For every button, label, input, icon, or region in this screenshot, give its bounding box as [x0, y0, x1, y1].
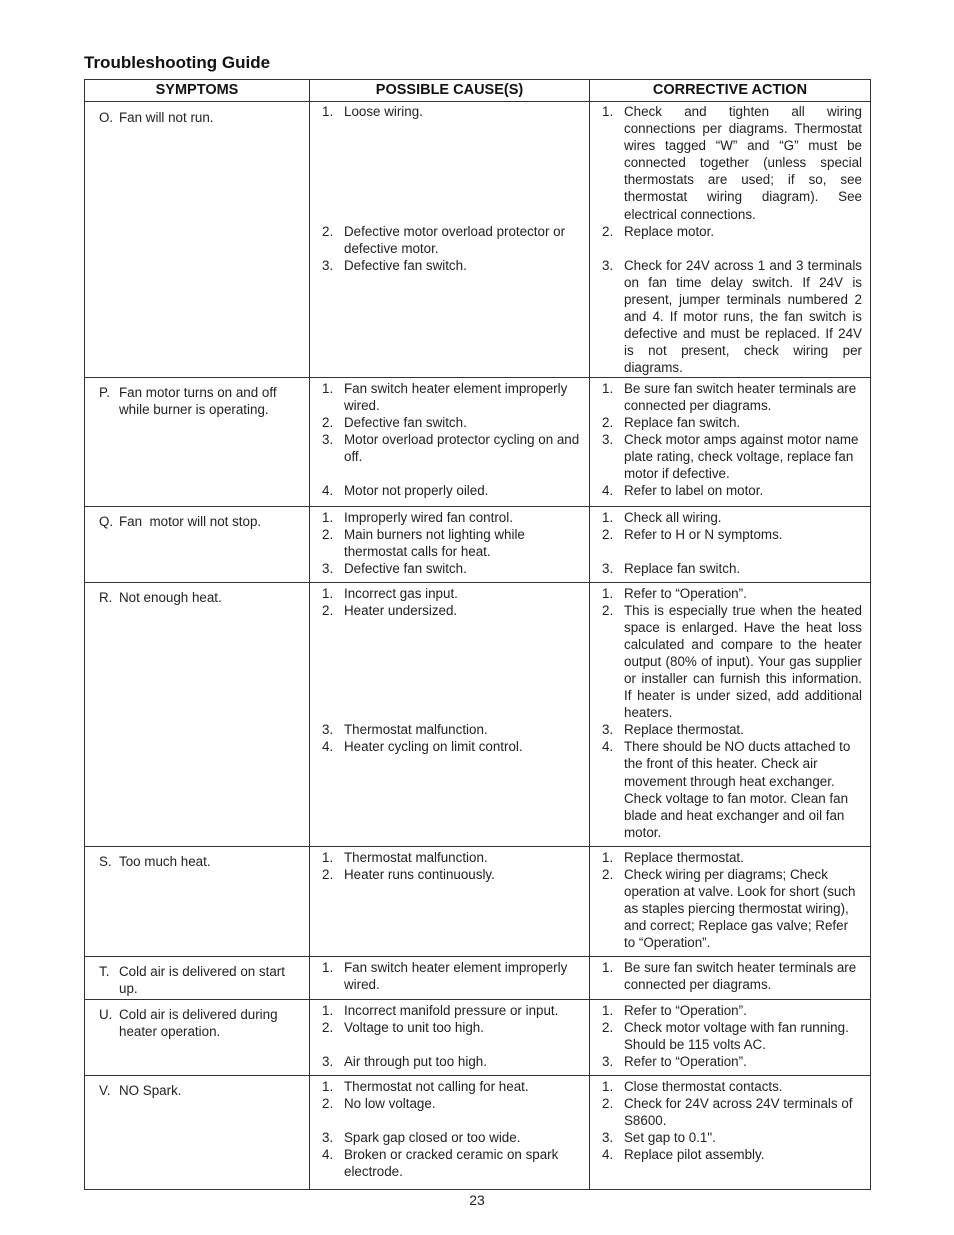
symptom-text: Not enough heat.	[119, 589, 222, 605]
symptom-cell	[85, 846, 310, 956]
list-item: 2. Check motor voltage with fan running. Should be 115 volts AC.	[602, 1019, 849, 1052]
list-item: 1. Check and tighten all wiring connections per diagrams. Thermostat wires tagged “W” and “G” must be connected together (unless special thermostats are used; if so, see thermostat wiring diagram). See electrical connections.	[602, 104, 862, 222]
list-item: 3. Refer to “Operation”.	[602, 1053, 747, 1069]
list-item: 3. Motor overload protector cycling on and off.	[322, 431, 580, 464]
symptom-text: Fan motor turns on and off while burner is operating.	[119, 384, 277, 417]
list-item: 1. Thermostat not calling for heat.	[322, 1078, 529, 1094]
list-item: 4. Heater cycling on limit control.	[322, 739, 523, 755]
list-item: 1. Fan switch heater element improperly wired.	[322, 959, 568, 992]
page-number: 23	[469, 1192, 485, 1208]
list-item: 1. Improperly wired fan control.	[322, 509, 513, 525]
symptom-letter: Q.	[99, 513, 114, 529]
symptom-cell	[85, 582, 310, 846]
cause-cell	[310, 582, 590, 846]
list-item: 3. Replace fan switch.	[602, 560, 741, 576]
list-item: 2. Defective fan switch.	[322, 414, 467, 430]
header-possible-causes: POSSIBLE CAUSE(S)	[310, 80, 590, 102]
list-item: 3. Air through put too high.	[322, 1053, 487, 1069]
symptom-text: Cold air is delivered during heater operation.	[119, 1006, 278, 1039]
cause-cell	[310, 956, 590, 999]
page-title: Troubleshooting Guide	[84, 53, 271, 72]
action-cell	[590, 846, 871, 956]
list-item: 1. Loose wiring.	[322, 104, 423, 119]
list-item: 2. Refer to H or N symptoms.	[602, 526, 783, 542]
symptom-text: Fan motor will not stop.	[119, 513, 262, 529]
list-item: 4. Broken or cracked ceramic on spark electrode.	[322, 1146, 559, 1179]
list-item: 3. Set gap to 0.1".	[602, 1129, 716, 1145]
table-row	[85, 999, 871, 1075]
list-item: 2. Check for 24V across 24V terminals of S8600.	[602, 1095, 853, 1128]
list-item: 4. Motor not properly oiled.	[322, 483, 489, 499]
list-item: 1. Incorrect gas input.	[322, 585, 458, 601]
list-item: 1. Be sure fan switch heater terminals are connected per diagrams.	[602, 380, 857, 413]
list-item: 3. Thermostat malfunction.	[322, 722, 488, 738]
list-item: 3. Defective fan switch.	[322, 257, 467, 273]
list-item: 1. Replace thermostat.	[602, 849, 744, 865]
symptom-text: Too much heat.	[119, 853, 211, 869]
list-item: 1. Close thermostat contacts.	[602, 1078, 783, 1094]
table-row	[85, 582, 871, 846]
list-item: 2. This is especially true when the heated space is enlarged. Have the heat loss calculated and compare to the heater output (80% of input). Your gas supplier or installer can furnish this information. If heater is under sized, add additional heaters.	[602, 602, 862, 721]
list-item: 3. Check motor amps against motor name plate rating, check voltage, replace fan motor if defective.	[602, 431, 859, 481]
symptom-cell	[85, 999, 310, 1075]
action-cell	[590, 377, 871, 506]
list-item: 2. Heater runs continuously.	[322, 866, 495, 882]
troubleshooting-table	[84, 79, 871, 1190]
table-header-row	[85, 80, 871, 102]
symptom-letter: S.	[99, 853, 112, 869]
symptom-cell	[85, 102, 310, 378]
list-item: 2. Replace motor.	[602, 223, 715, 239]
list-item: 1. Refer to “Operation”.	[602, 585, 747, 601]
cause-cell	[310, 1075, 590, 1189]
action-cell	[590, 582, 871, 846]
list-item: 3. Defective fan switch.	[322, 560, 467, 576]
symptom-letter: V.	[99, 1082, 111, 1098]
list-item: 3. Replace thermostat.	[602, 722, 744, 738]
symptom-letter: R.	[99, 589, 113, 605]
table-row	[85, 102, 871, 378]
table-row	[85, 846, 871, 956]
list-item: 1. Refer to “Operation”.	[602, 1002, 747, 1018]
symptom-letter: O.	[99, 110, 114, 125]
list-item: 2. Check wiring per diagrams; Check operation at valve. Look for short (such as staples piercing thermostat wiring), and correct; Replace gas valve; Refer to “Operation”.	[602, 866, 856, 950]
list-item: 2. Replace fan switch.	[602, 414, 741, 430]
table-row	[85, 1075, 871, 1189]
symptom-text: Fan will not run.	[119, 110, 214, 125]
table-row	[85, 956, 871, 999]
list-item: 1. Fan switch heater element improperly wired.	[322, 380, 568, 413]
cause-cell	[310, 377, 590, 506]
symptom-cell	[85, 1075, 310, 1189]
list-item: 1. Be sure fan switch heater terminals are connected per diagrams.	[602, 959, 857, 992]
cause-cell	[310, 999, 590, 1075]
header-symptoms: SYMPTOMS	[85, 80, 310, 102]
symptom-letter: T.	[99, 963, 110, 979]
action-cell	[590, 956, 871, 999]
header-corrective-action: CORRECTIVE ACTION	[590, 80, 871, 102]
list-item: 2. Defective motor overload protector or defective motor.	[322, 223, 566, 256]
list-item: 1. Check all wiring.	[602, 509, 722, 525]
symptom-cell	[85, 377, 310, 506]
table-row	[85, 377, 871, 506]
list-item: 4. There should be NO ducts attached to the front of this heater. Check air movement through heat exchanger. Check voltage to fan motor. Clean fan blade and heat exchanger and oil fan motor.	[602, 739, 851, 840]
cause-cell	[310, 506, 590, 582]
list-item: 4. Refer to label on motor.	[602, 483, 764, 499]
list-item: 4. Replace pilot assembly.	[602, 1146, 765, 1162]
symptom-cell	[85, 506, 310, 582]
symptom-letter: P.	[99, 384, 110, 400]
action-cell	[590, 999, 871, 1075]
table-row	[85, 506, 871, 582]
action-cell	[590, 1075, 871, 1189]
list-item: 3. Spark gap closed or too wide.	[322, 1129, 521, 1145]
cause-cell	[310, 102, 590, 378]
list-item: 2. Main burners not lighting while thermostat calls for heat.	[322, 526, 525, 559]
action-cell	[590, 506, 871, 582]
symptom-letter: U.	[99, 1006, 113, 1022]
list-item: 2. Heater undersized.	[322, 602, 458, 618]
symptom-text: Cold air is delivered on start up.	[119, 963, 285, 996]
action-cell	[590, 102, 871, 378]
symptom-cell	[85, 956, 310, 999]
symptom-text: NO Spark.	[119, 1082, 182, 1098]
list-item: 1. Thermostat malfunction.	[322, 849, 488, 865]
list-item: 2. Voltage to unit too high.	[322, 1019, 484, 1035]
list-item: 3. Check for 24V across 1 and 3 terminals on fan time delay switch. If 24V is present, jumper terminals numbered 2 and 4. If motor runs, the fan switch is defective and must be replaced. If 24V is not present, check wiring per diagrams.	[602, 257, 862, 376]
cause-cell	[310, 846, 590, 956]
list-item: 1. Incorrect manifold pressure or input.	[322, 1002, 559, 1018]
list-item: 2. No low voltage.	[322, 1095, 436, 1111]
